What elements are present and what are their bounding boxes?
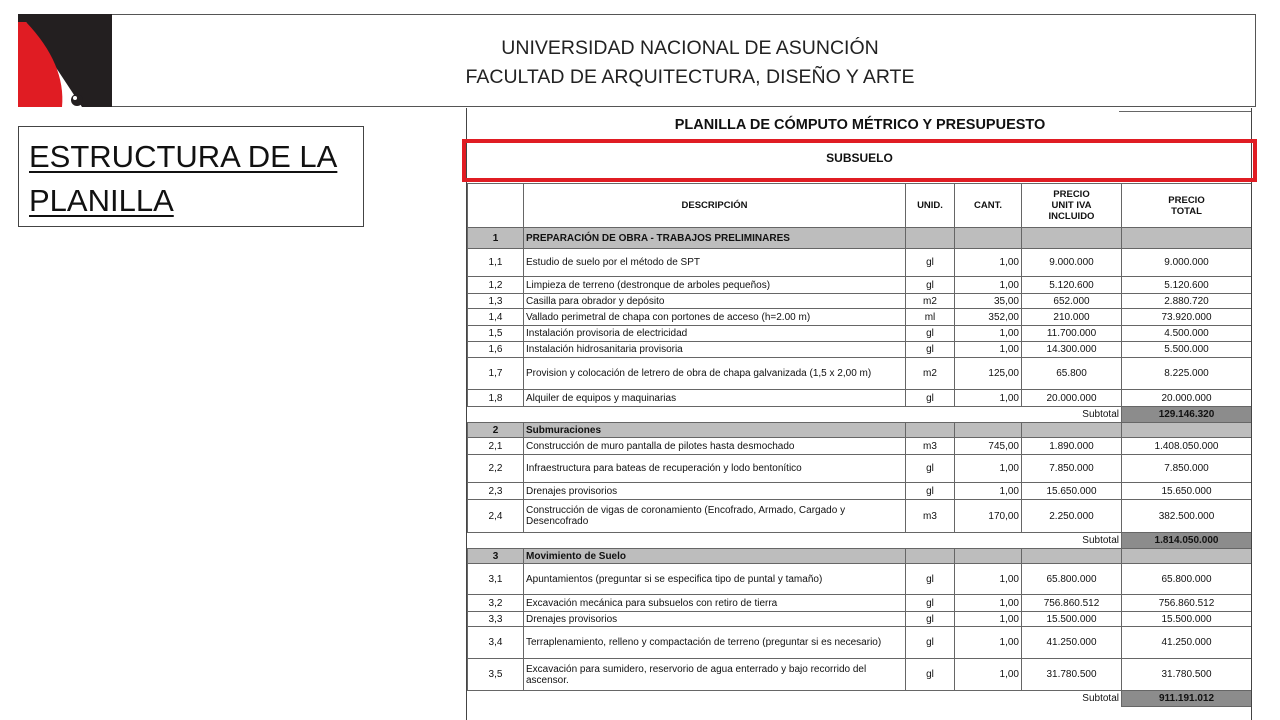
table-row xyxy=(468,438,1252,455)
item-total-price: 65.800.000 xyxy=(1122,564,1252,595)
item-total-price: 15.650.000 xyxy=(1122,483,1252,500)
item-total-price: 31.780.500 xyxy=(1122,659,1252,691)
section-empty-cell xyxy=(955,549,1022,564)
table-row xyxy=(468,564,1252,595)
header-unid: UNID. xyxy=(906,184,955,228)
item-quantity: 1,00 xyxy=(955,612,1022,627)
side-title-line-1: ESTRUCTURA DE LA xyxy=(29,139,338,174)
university-title xyxy=(380,34,1000,92)
section-empty-cell xyxy=(955,423,1022,438)
item-unit: m3 xyxy=(906,500,955,533)
university-name: UNIVERSIDAD NACIONAL DE ASUNCIÓN xyxy=(501,37,879,59)
item-description: Terraplenamiento, relleno y compactación de terreno (preguntar si es necesario) xyxy=(524,627,906,659)
table-row xyxy=(468,358,1252,390)
item-unit-price: 14.300.000 xyxy=(1022,342,1122,358)
item-total-price: 5.500.000 xyxy=(1122,342,1252,358)
item-number: 1,4 xyxy=(468,309,524,326)
subtotal-blank xyxy=(468,691,524,707)
item-unit-price: 65.800.000 xyxy=(1022,564,1122,595)
table-row xyxy=(468,309,1252,326)
header-precio-total-2: TOTAL xyxy=(1171,205,1202,217)
table-row xyxy=(468,249,1252,277)
subtotal-value: 1.814.050.000 xyxy=(1122,533,1252,549)
section-empty-cell xyxy=(955,228,1022,249)
table-row xyxy=(468,595,1252,612)
table-row xyxy=(468,483,1252,500)
table-row xyxy=(468,659,1252,691)
table-row xyxy=(468,342,1252,358)
item-unit-price: 20.000.000 xyxy=(1022,390,1122,407)
subtotal-label: Subtotal xyxy=(524,691,1122,707)
item-total-price: 41.250.000 xyxy=(1122,627,1252,659)
item-number: 2,3 xyxy=(468,483,524,500)
item-number: 1,7 xyxy=(468,358,524,390)
budget-table xyxy=(467,183,1252,707)
item-unit-price: 65.800 xyxy=(1022,358,1122,390)
section-empty-cell xyxy=(906,228,955,249)
item-description: Instalación hidrosanitaria provisoria xyxy=(524,342,906,358)
item-unit: gl xyxy=(906,659,955,691)
item-unit-price: 41.250.000 xyxy=(1022,627,1122,659)
item-description: Infraestructura para bateas de recuperación y lodo bentonítico xyxy=(524,455,906,483)
section-name: Movimiento de Suelo xyxy=(524,549,906,564)
item-description: Construcción de vigas de coronamiento (Encofrado, Armado, Cargado y Desencofrado xyxy=(524,500,906,533)
item-quantity: 1,00 xyxy=(955,390,1022,407)
header-cant: CANT. xyxy=(955,184,1022,228)
item-unit-price: 652.000 xyxy=(1022,294,1122,309)
item-description: Limpieza de terreno (destronque de arboles pequeños) xyxy=(524,277,906,294)
section-number: 1 xyxy=(468,228,524,249)
subtotal-row xyxy=(468,407,1252,423)
item-unit: gl xyxy=(906,249,955,277)
item-unit: m3 xyxy=(906,438,955,455)
item-description: Construcción de muro pantalla de pilotes hasta desmochado xyxy=(524,438,906,455)
section-empty-cell xyxy=(1022,549,1122,564)
item-description: Drenajes provisorios xyxy=(524,483,906,500)
section-row xyxy=(468,549,1252,564)
item-unit: gl xyxy=(906,627,955,659)
item-unit: gl xyxy=(906,483,955,500)
section-name: PREPARACIÓN DE OBRA - TRABAJOS PRELIMINARES xyxy=(524,228,906,249)
subsuelo-label: SUBSUELO xyxy=(826,151,893,165)
sheet-title: PLANILLA DE CÓMPUTO MÉTRICO Y PRESUPUESTO xyxy=(674,117,1046,133)
item-total-price: 8.225.000 xyxy=(1122,358,1252,390)
header-precio-total-1: PRECIO xyxy=(1168,194,1205,206)
item-number: 1,2 xyxy=(468,277,524,294)
item-quantity: 1,00 xyxy=(955,659,1022,691)
table-row xyxy=(468,500,1252,533)
item-total-price: 756.860.512 xyxy=(1122,595,1252,612)
header-precio-unit-1: PRECIO xyxy=(1053,189,1090,200)
item-description: Apuntamientos (preguntar si se especifica tipo de puntal y tamaño) xyxy=(524,564,906,595)
section-name: Submuraciones xyxy=(524,423,906,438)
section-row xyxy=(468,228,1252,249)
item-description: Casilla para obrador y depósito xyxy=(524,294,906,309)
item-unit: gl xyxy=(906,390,955,407)
item-quantity: 1,00 xyxy=(955,249,1022,277)
item-description: Excavación para sumidero, reservorio de agua enterrado y bajo recorrido del ascensor. xyxy=(524,659,906,691)
item-description: Estudio de suelo por el método de SPT xyxy=(524,249,906,277)
subtotal-blank xyxy=(468,533,524,549)
item-quantity: 1,00 xyxy=(955,595,1022,612)
item-total-price: 9.000.000 xyxy=(1122,249,1252,277)
section-empty-cell xyxy=(1022,423,1122,438)
item-quantity: 1,00 xyxy=(955,564,1022,595)
item-quantity: 1,00 xyxy=(955,342,1022,358)
item-description: Excavación mecánica para subsuelos con retiro de tierra xyxy=(524,595,906,612)
item-number: 3,2 xyxy=(468,595,524,612)
item-quantity: 352,00 xyxy=(955,309,1022,326)
item-unit: gl xyxy=(906,277,955,294)
item-description: Alquiler de equipos y maquinarias xyxy=(524,390,906,407)
table-row xyxy=(468,294,1252,309)
item-total-price: 73.920.000 xyxy=(1122,309,1252,326)
subtotal-label: Subtotal xyxy=(524,407,1122,423)
header-precio-total xyxy=(1122,184,1252,228)
item-number: 1,8 xyxy=(468,390,524,407)
university-logo xyxy=(18,14,112,107)
item-total-price: 382.500.000 xyxy=(1122,500,1252,533)
item-number: 3,1 xyxy=(468,564,524,595)
item-unit-price: 1.890.000 xyxy=(1022,438,1122,455)
subtotal-row xyxy=(468,691,1252,707)
item-description: Drenajes provisorios xyxy=(524,612,906,627)
item-unit-price: 5.120.600 xyxy=(1022,277,1122,294)
item-unit: gl xyxy=(906,326,955,342)
item-unit: gl xyxy=(906,612,955,627)
item-unit-price: 7.850.000 xyxy=(1022,455,1122,483)
item-unit-price: 15.500.000 xyxy=(1022,612,1122,627)
table-row xyxy=(468,277,1252,294)
table-header-row xyxy=(468,184,1252,228)
subtotal-label: Subtotal xyxy=(524,533,1122,549)
section-empty-cell xyxy=(1122,549,1252,564)
section-number: 2 xyxy=(468,423,524,438)
item-number: 1,1 xyxy=(468,249,524,277)
item-number: 1,3 xyxy=(468,294,524,309)
item-description: Vallado perimetral de chapa con portones de acceso (h=2.00 m) xyxy=(524,309,906,326)
header-precio-unit-3: INCLUIDO xyxy=(1048,211,1095,222)
item-quantity: 745,00 xyxy=(955,438,1022,455)
item-unit-price: 210.000 xyxy=(1022,309,1122,326)
item-quantity: 1,00 xyxy=(955,483,1022,500)
item-number: 3,3 xyxy=(468,612,524,627)
item-unit-price: 31.780.500 xyxy=(1022,659,1122,691)
item-quantity: 170,00 xyxy=(955,500,1022,533)
section-empty-cell xyxy=(1022,228,1122,249)
item-number: 2,4 xyxy=(468,500,524,533)
item-total-price: 4.500.000 xyxy=(1122,326,1252,342)
item-quantity: 1,00 xyxy=(955,277,1022,294)
item-unit: m2 xyxy=(906,358,955,390)
item-number: 2,1 xyxy=(468,438,524,455)
item-unit-price: 756.860.512 xyxy=(1022,595,1122,612)
item-unit: ml xyxy=(906,309,955,326)
item-total-price: 20.000.000 xyxy=(1122,390,1252,407)
item-unit-price: 11.700.000 xyxy=(1022,326,1122,342)
table-row xyxy=(468,390,1252,407)
item-total-price: 1.408.050.000 xyxy=(1122,438,1252,455)
item-quantity: 1,00 xyxy=(955,627,1022,659)
section-empty-cell xyxy=(906,549,955,564)
item-unit: gl xyxy=(906,564,955,595)
section-number: 3 xyxy=(468,549,524,564)
section-empty-cell xyxy=(906,423,955,438)
subtotal-row xyxy=(468,533,1252,549)
item-number: 1,5 xyxy=(468,326,524,342)
item-total-price: 2.880.720 xyxy=(1122,294,1252,309)
side-title-box xyxy=(18,126,364,227)
table-row xyxy=(468,455,1252,483)
item-unit-price: 2.250.000 xyxy=(1022,500,1122,533)
side-title xyxy=(29,135,337,223)
section-row xyxy=(468,423,1252,438)
table-row xyxy=(468,612,1252,627)
header-precio-unit-2: UNIT IVA xyxy=(1051,200,1092,211)
item-number: 3,5 xyxy=(468,659,524,691)
budget-sheet xyxy=(466,108,1252,720)
item-number: 3,4 xyxy=(468,627,524,659)
item-total-price: 7.850.000 xyxy=(1122,455,1252,483)
subtotal-blank xyxy=(468,407,524,423)
item-unit: gl xyxy=(906,455,955,483)
item-quantity: 1,00 xyxy=(955,455,1022,483)
item-unit: gl xyxy=(906,342,955,358)
side-title-line-2: PLANILLA xyxy=(29,183,174,218)
table-row xyxy=(468,627,1252,659)
item-unit-price: 9.000.000 xyxy=(1022,249,1122,277)
item-quantity: 125,00 xyxy=(955,358,1022,390)
item-unit: m2 xyxy=(906,294,955,309)
header-precio-unit xyxy=(1022,184,1122,228)
subtotal-value: 129.146.320 xyxy=(1122,407,1252,423)
item-total-price: 5.120.600 xyxy=(1122,277,1252,294)
item-description: Provision y colocación de letrero de obra de chapa galvanizada (1,5 x 2,00 m) xyxy=(524,358,906,390)
section-empty-cell xyxy=(1122,423,1252,438)
item-unit: gl xyxy=(906,595,955,612)
faculty-name: FACULTAD DE ARQUITECTURA, DISEÑO Y ARTE xyxy=(465,66,915,88)
header-num xyxy=(468,184,524,228)
item-total-price: 15.500.000 xyxy=(1122,612,1252,627)
item-number: 2,2 xyxy=(468,455,524,483)
section-empty-cell xyxy=(1122,228,1252,249)
item-quantity: 35,00 xyxy=(955,294,1022,309)
item-number: 1,6 xyxy=(468,342,524,358)
item-quantity: 1,00 xyxy=(955,326,1022,342)
item-description: Instalación provisoria de electricidad xyxy=(524,326,906,342)
subsuelo-highlight xyxy=(462,139,1257,182)
sheet-top-strip xyxy=(1119,108,1252,112)
item-unit-price: 15.650.000 xyxy=(1022,483,1122,500)
header-descripcion: DESCRIPCIÓN xyxy=(524,184,906,228)
table-row xyxy=(468,326,1252,342)
subtotal-value: 911.191.012 xyxy=(1122,691,1252,707)
